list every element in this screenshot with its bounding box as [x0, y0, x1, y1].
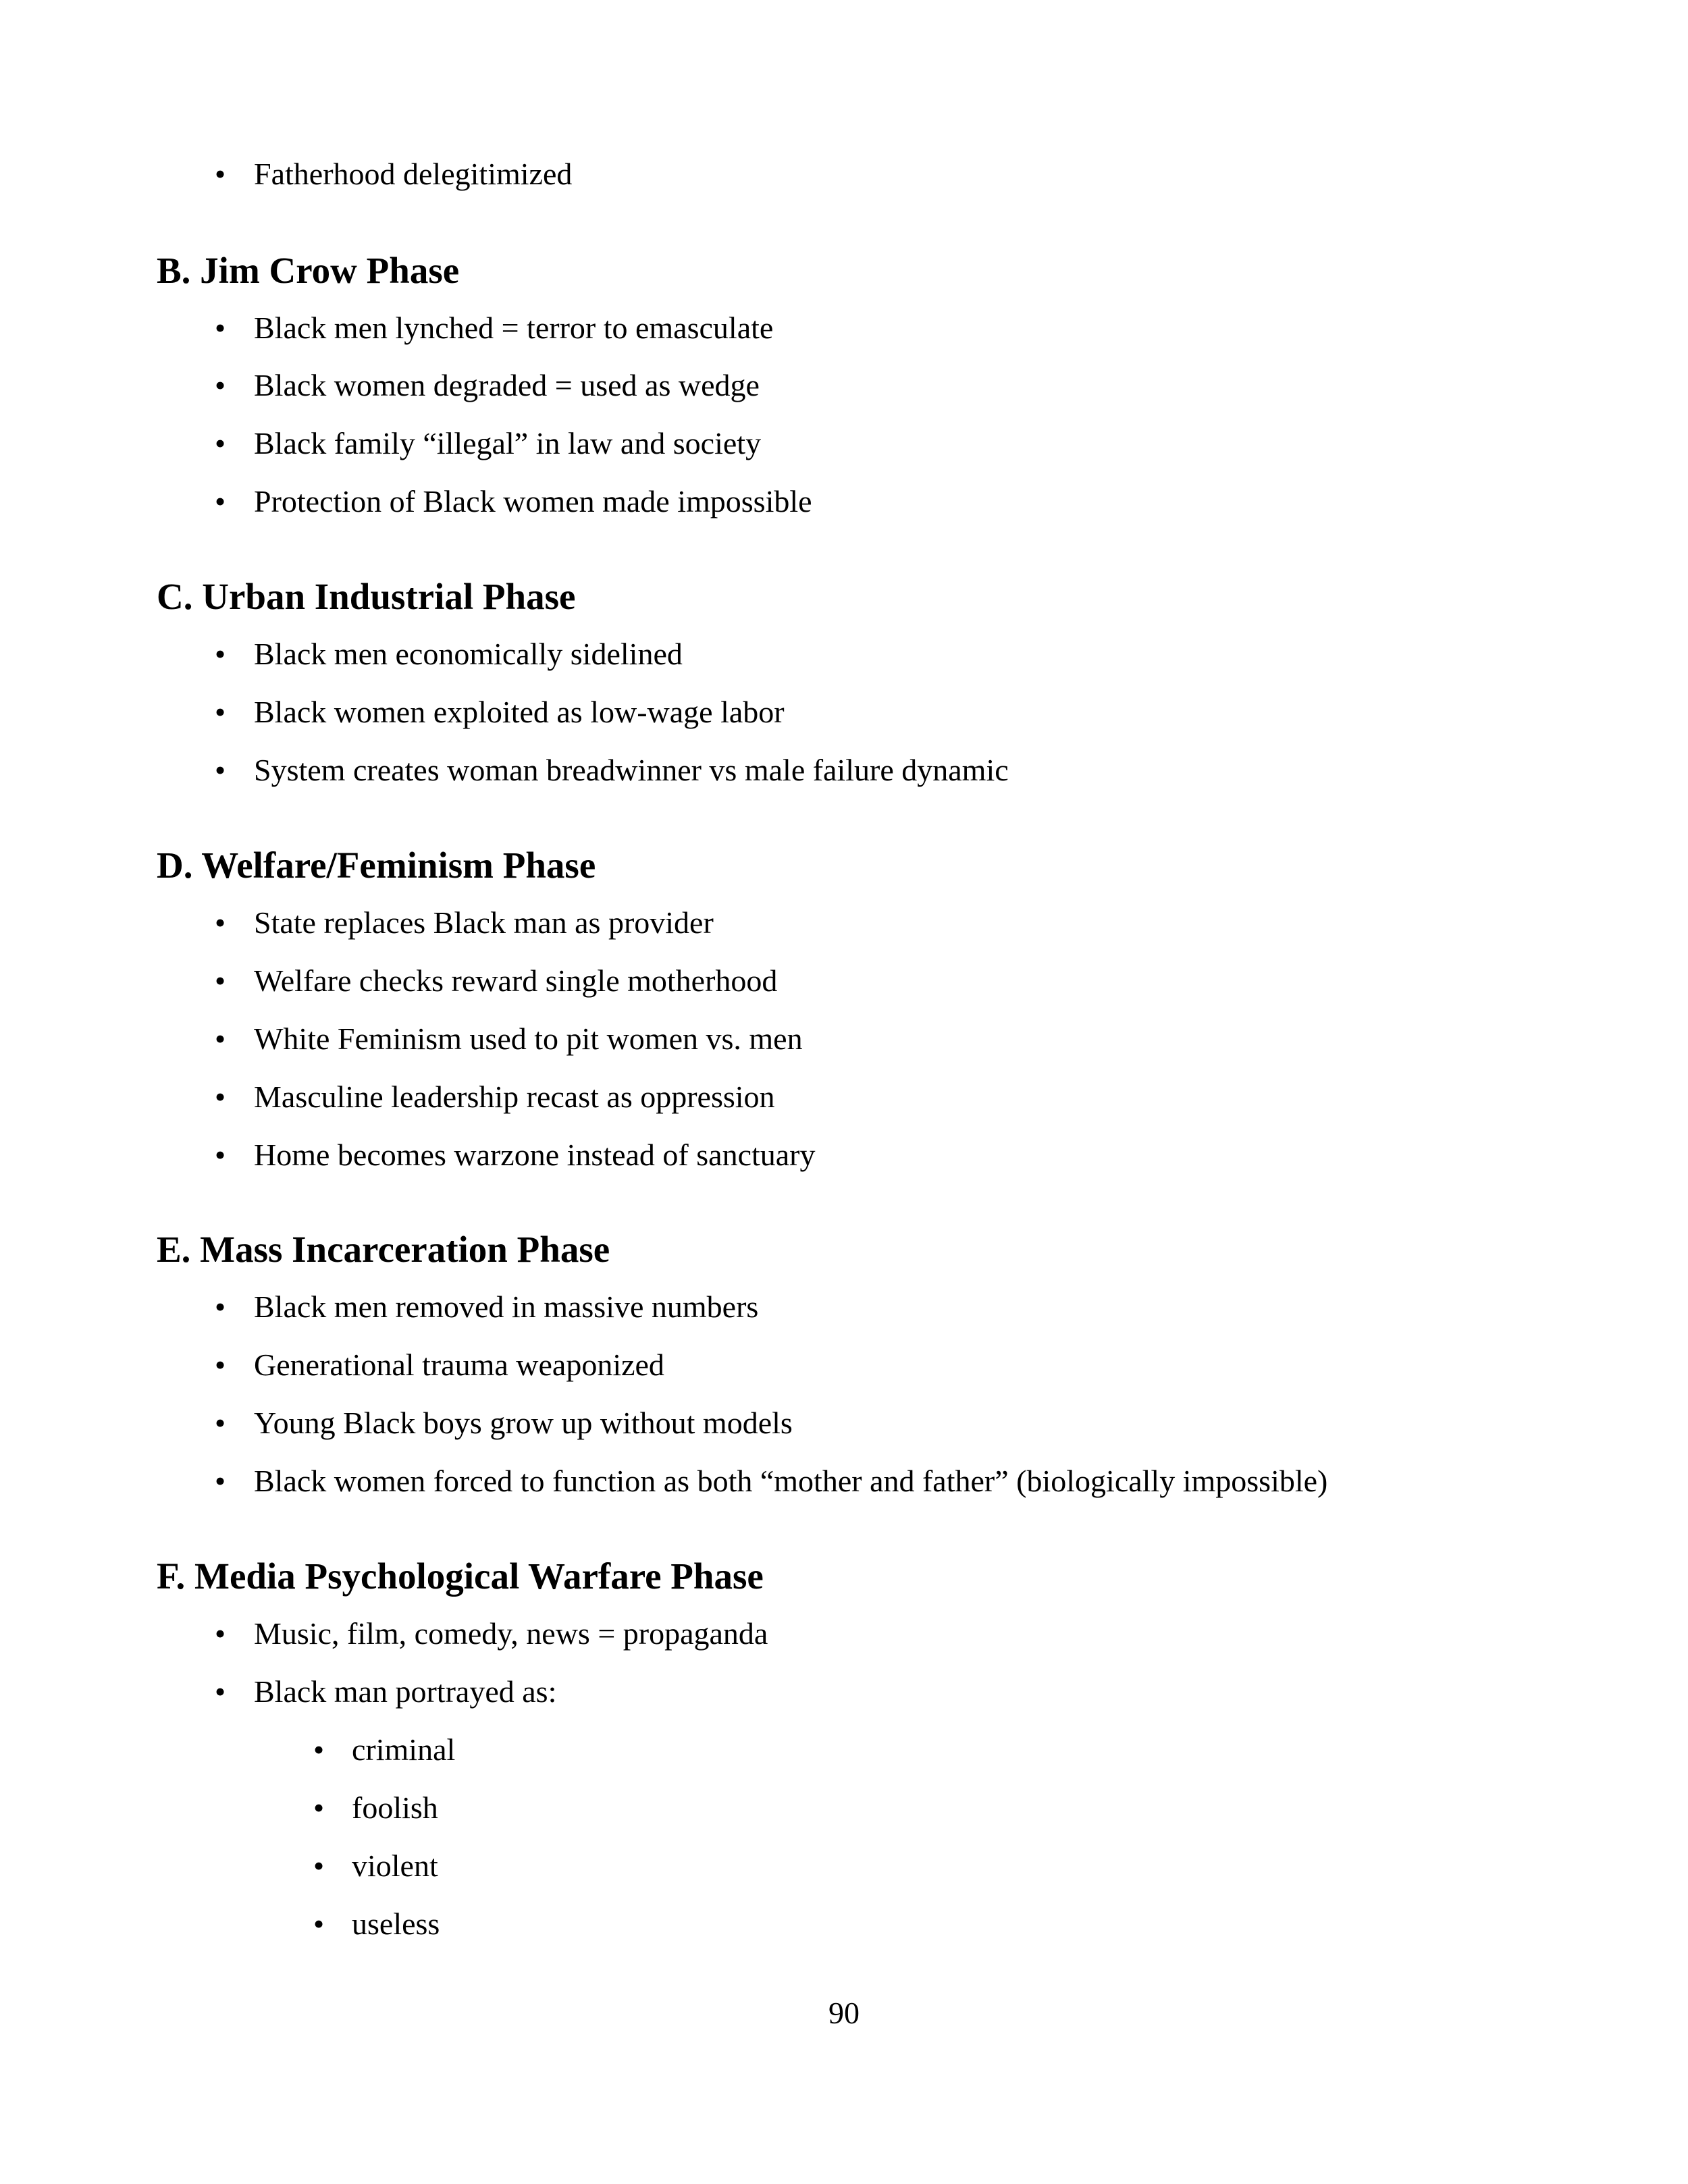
list-item: Black women exploited as low-wage labor — [254, 695, 785, 729]
section-heading-f: F. Media Psychological Warfare Phase — [157, 1555, 764, 1597]
bullet-marker: • — [215, 426, 226, 460]
list-item: Black men removed in massive numbers — [254, 1289, 759, 1324]
bullet-marker: • — [215, 1021, 226, 1056]
list-item: Music, film, comedy, news = propaganda — [254, 1616, 768, 1651]
list-item: Black men lynched = terror to emasculate — [254, 311, 774, 345]
list-item: Generational trauma weaponized — [254, 1348, 664, 1382]
list-item: Home becomes warzone instead of sanctuary — [254, 1138, 816, 1172]
sub-list-item: criminal — [352, 1732, 456, 1767]
bullet-marker: • — [215, 368, 226, 402]
section-heading-c: C. Urban Industrial Phase — [157, 576, 576, 617]
bullet-marker: • — [215, 1080, 226, 1114]
bullet-marker: • — [215, 1406, 226, 1440]
bullet-marker: • — [215, 1674, 226, 1709]
bullet-marker: • — [215, 157, 226, 191]
section-heading-e: E. Mass Incarceration Phase — [157, 1229, 610, 1270]
list-item: Black women forced to function as both “mother and father” (biologically impossible) — [254, 1464, 1328, 1498]
bullet-marker: • — [215, 963, 226, 998]
bullet-marker: • — [215, 1289, 226, 1324]
sub-bullet-marker: • — [313, 1848, 325, 1883]
page-number: 90 — [828, 1996, 860, 2030]
list-item: Black man portrayed as: — [254, 1674, 557, 1709]
sub-list-item: useless — [352, 1907, 440, 1941]
bullet-marker: • — [215, 753, 226, 787]
list-item: Fatherhood delegitimized — [254, 157, 573, 191]
list-item: Masculine leadership recast as oppression — [254, 1080, 775, 1114]
bullet-marker: • — [215, 484, 226, 518]
list-item: White Feminism used to pit women vs. men — [254, 1021, 803, 1056]
list-item: Young Black boys grow up without models — [254, 1406, 793, 1440]
sub-list-item: foolish — [352, 1790, 438, 1825]
bullet-marker: • — [215, 1138, 226, 1172]
section-heading-d: D. Welfare/Feminism Phase — [157, 845, 596, 886]
sub-bullet-marker: • — [313, 1732, 325, 1767]
list-item: Black men economically sidelined — [254, 637, 683, 671]
list-item: System creates woman breadwinner vs male failure dynamic — [254, 753, 1009, 787]
bullet-marker: • — [215, 1464, 226, 1498]
bullet-marker: • — [215, 1348, 226, 1382]
sub-list-item: violent — [352, 1848, 438, 1883]
bullet-marker: • — [215, 311, 226, 345]
sub-bullet-marker: • — [313, 1790, 325, 1825]
list-item: State replaces Black man as provider — [254, 905, 714, 940]
list-item: Black women degraded = used as wedge — [254, 368, 760, 402]
bullet-marker: • — [215, 905, 226, 940]
list-item: Black family “illegal” in law and society — [254, 426, 762, 460]
bullet-marker: • — [215, 695, 226, 729]
sub-bullet-marker: • — [313, 1907, 325, 1941]
bullet-marker: • — [215, 1616, 226, 1651]
section-heading-b: B. Jim Crow Phase — [157, 250, 460, 291]
bullet-marker: • — [215, 637, 226, 671]
list-item: Welfare checks reward single motherhood — [254, 963, 778, 998]
list-item: Protection of Black women made impossible — [254, 484, 812, 518]
